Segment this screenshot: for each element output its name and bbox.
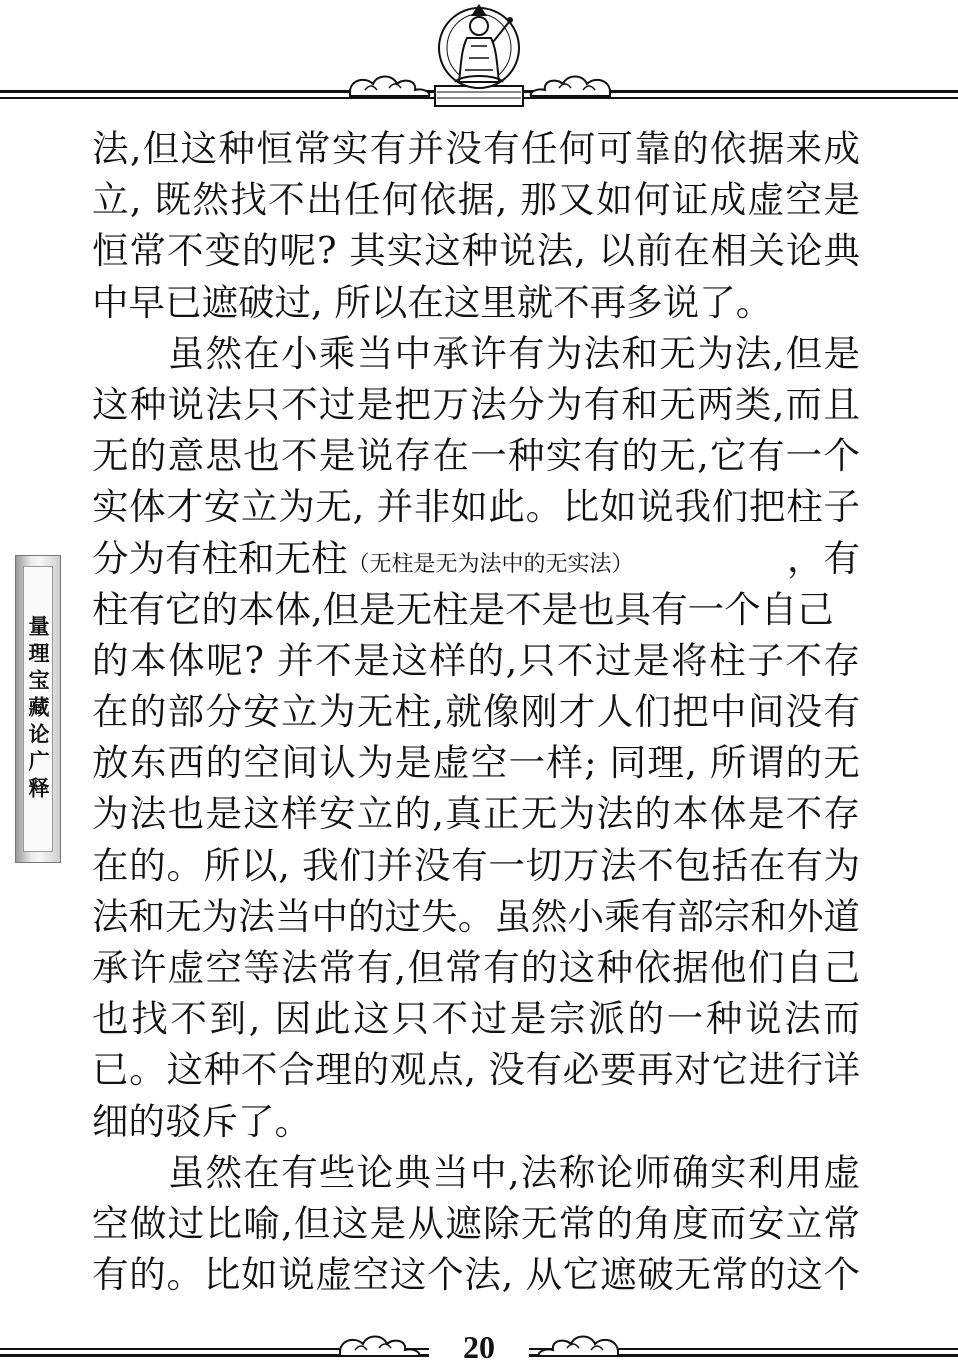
text-line: 也找不到, 因此这只不过是宗派的一种说法而 xyxy=(92,997,860,1041)
text-line: 放东西的空间认为是虚空一样; 同理, 所谓的无 xyxy=(92,741,860,785)
page-number: 20 xyxy=(429,1327,529,1367)
text-line-with-note xyxy=(92,533,860,584)
cloud-scroll-left-icon xyxy=(345,70,435,100)
text-line: 为法也是这样安立的,真正无为法的本体是不存 xyxy=(92,792,860,836)
text-line: 在的。所以, 我们并没有一切万法不包括在有为 xyxy=(92,843,860,887)
side-tab-title: 量理宝藏论广释 xyxy=(26,614,51,804)
text-line: 虽然在有些论典当中,法称论师确实利用虚 xyxy=(92,1150,860,1194)
cloud-scroll-left-icon xyxy=(335,1330,425,1358)
seated-deity-figure-icon xyxy=(431,2,527,110)
text-line: 法和无为法当中的过失。虽然小乘有部宗和外道 xyxy=(92,894,860,938)
text-line: 在的部分安立为无柱,就像刚才人们把中间没有 xyxy=(92,690,860,734)
text-line: 虽然在小乘当中承许有为法和无为法,但是 xyxy=(92,331,860,375)
page-header-ornament xyxy=(0,0,958,112)
text-line: 的本体呢? 并不是这样的,只不过是将柱子不存 xyxy=(92,638,860,682)
text-line: 细的驳斥了。 xyxy=(92,1099,311,1143)
text-line: 立, 既然找不出任何依据, 那又如何证成虚空是 xyxy=(92,178,860,222)
text-line: 无的意思也不是说存在一种实有的无,它有一个 xyxy=(92,434,860,478)
side-chapter-tab xyxy=(15,555,61,863)
side-tab-inner-panel xyxy=(23,566,53,852)
inline-annotation-note: （无柱是无为法中的无实法） xyxy=(347,551,634,577)
text-line: 中早已遮破过, 所以在这里就不再多说了。 xyxy=(92,280,773,324)
text-line: 承许虚空等法常有,但常有的这种依据他们自己 xyxy=(92,946,860,989)
cloud-scroll-right-icon xyxy=(525,70,615,100)
cloud-scroll-right-icon xyxy=(533,1330,623,1358)
text-line: 这种说法只不过是把万法分为有和无两类,而且 xyxy=(92,382,860,426)
text-line: 有的。比如说虚空这个法, 从它遮破无常的这个 xyxy=(92,1253,860,1297)
text-line: 空做过比喻,但这是从遮除无常的角度而安立常 xyxy=(92,1201,860,1245)
text-line: 柱有它的本体,但是无柱是不是也具有一个自己 xyxy=(92,587,834,631)
main-text-body xyxy=(92,123,860,1300)
text-line-tail: ，有 xyxy=(787,536,860,580)
text-line: 实体才安立为无, 并非如此。比如说我们把柱子 xyxy=(92,485,860,529)
text-line: 已。这种不合理的观点, 没有必要再对它进行详 xyxy=(92,1048,860,1092)
text-line: 法,但这种恒常实有并没有任何可靠的依据来成 xyxy=(92,127,860,170)
text-line: 恒常不变的呢? 其实这种说法, 以前在相关论典 xyxy=(92,229,860,273)
text-line-lead: 分为有柱和无柱 xyxy=(92,536,348,580)
